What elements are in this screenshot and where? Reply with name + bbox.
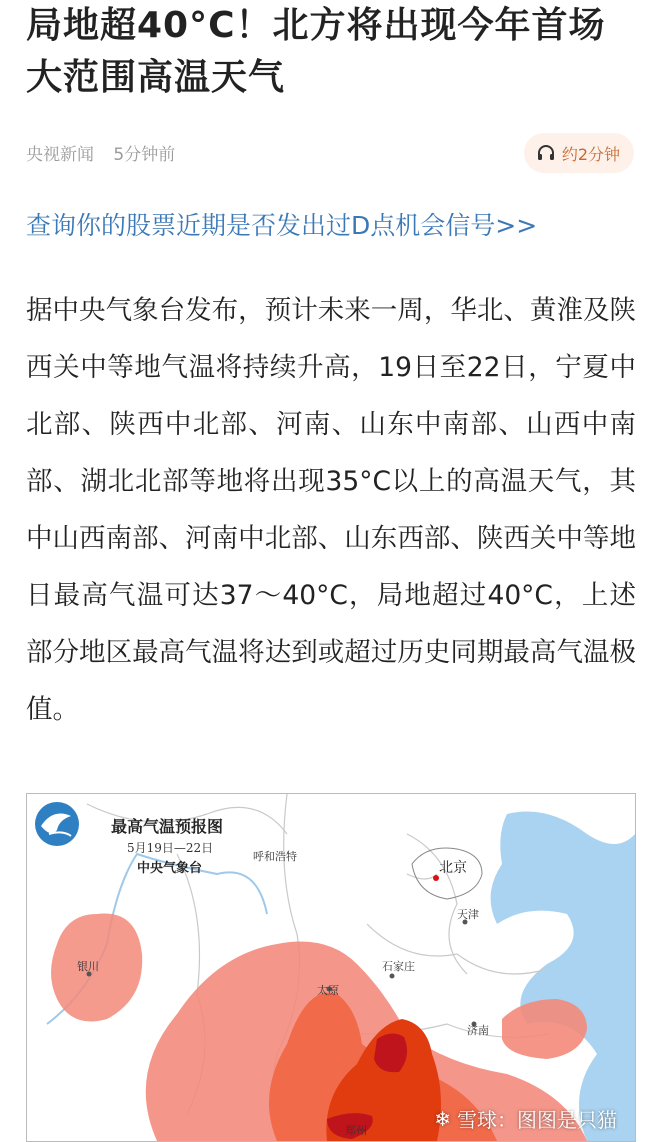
watermark — [434, 1104, 617, 1133]
label-tianjin: 天津 — [457, 908, 479, 921]
label-beijing: 北京 — [439, 860, 467, 876]
listen-duration: 约2分钟 — [561, 144, 620, 164]
cma-logo — [35, 802, 79, 846]
label-yinchuan: 银川 — [77, 960, 99, 973]
shijiazhuang-dot — [390, 974, 395, 979]
map-title: 最高气温预报图 — [111, 817, 224, 836]
article-meta — [26, 140, 175, 165]
label-hohhot: 呼和浩特 — [253, 850, 297, 863]
article-title: 局地超40°C！北方将出现今年首场大范围高温天气 — [26, 5, 606, 98]
listen-button[interactable] — [524, 133, 634, 173]
article-paragraph: 据中央气象台发布，预计未来一周，华北、黄淮及陕西关中等地气温将持续升高，19日至22日，宁夏中北部、陕西中北部、河南、山东中南部、山西中南部、湖北北部等地将出现35°C以上的高温天气，其中山西南部、河南中北部、山东西部、陕西关中等地日最高气温可达37～40°C，局地超过40°C，上述部分地区最高气温将达到或超过历史同期最高气温极值。 — [26, 295, 636, 725]
label-shijiazhuang: 石家庄 — [382, 960, 415, 973]
map-agency: 中央气象台 — [137, 861, 203, 876]
label-zhengzhou: 郑州 — [345, 1124, 367, 1137]
label-taiyuan: 太原 — [317, 984, 339, 997]
label-jinan: 济南 — [467, 1024, 489, 1037]
watermark-text: 雪球：图图是只猫 — [457, 1108, 617, 1132]
publish-time: 5分钟前 — [113, 145, 176, 165]
heat-zone-extreme — [374, 1033, 407, 1072]
promo-link[interactable]: 查询你的股票近期是否发出过D点机会信号>> — [26, 211, 538, 240]
map-date-range: 5月19日—22日 — [127, 841, 214, 855]
forecast-map-image[interactable] — [26, 793, 636, 1142]
heat-zone-jinan — [502, 999, 587, 1059]
source-name[interactable]: 央视新闻 — [26, 145, 94, 165]
headphones-icon — [536, 143, 556, 163]
snowball-logo-icon: ❄ — [434, 1106, 451, 1131]
